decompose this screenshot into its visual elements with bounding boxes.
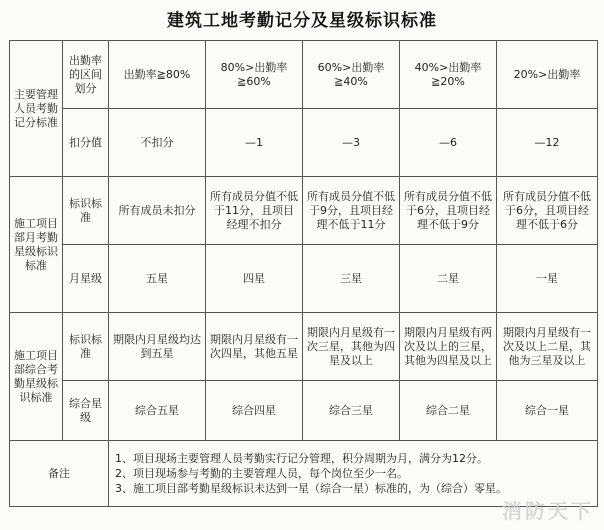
note-line: 1、项目现场主要管理人员考勤实行记分管理，积分周期为月，满分为12分。 — [115, 452, 488, 465]
star-cell: 综合一星 — [497, 381, 598, 441]
criteria-cell: 期限内月星级有一次三星，其他为四星及以上 — [303, 313, 400, 381]
section2-category: 施工项目部月考勤星级标识标准 — [10, 177, 63, 313]
criteria-cell: 期限内月星级有一次及以上二星，其他为三星及以上 — [497, 313, 598, 381]
row-label: 综合星级 — [63, 381, 109, 441]
section1-category: 主要管理人员考勤记分标准 — [10, 41, 63, 177]
attendance-standard-table — [9, 40, 598, 507]
star-cell: 综合四星 — [206, 381, 303, 441]
star-cell: 五星 — [109, 245, 206, 313]
criteria-cell: 所有成员分值不低于9分，且项目经理不低于11分 — [303, 177, 400, 245]
row-label: 月星级 — [63, 245, 109, 313]
star-cell: 一星 — [497, 245, 598, 313]
criteria-cell: 所有成员分值不低于6分，且项目经理不低于6分 — [497, 177, 598, 245]
star-cell: 三星 — [303, 245, 400, 313]
range-cell: 60%>出勤率≧40% — [303, 41, 400, 109]
section3-category: 施工项目部综合考勤星级标识标准 — [10, 313, 63, 441]
range-cell: 80%>出勤率≧60% — [206, 41, 303, 109]
table-row — [10, 313, 598, 381]
row-label: 标识标准 — [63, 177, 109, 245]
criteria-cell: 期限内月星级有两次及以上的三星，其他为四星及以上 — [400, 313, 497, 381]
watermark: 消防天下 — [502, 499, 594, 523]
criteria-cell: 所有成员分值不低于11分，且项目经理不扣分 — [206, 177, 303, 245]
page-title: 建筑工地考勤记分及星级标识标准 — [167, 11, 437, 31]
notes-label: 备注 — [10, 441, 109, 507]
star-cell: 综合五星 — [109, 381, 206, 441]
range-cell: 出勤率≧80% — [109, 41, 206, 109]
table-row — [10, 177, 598, 245]
star-cell: 四星 — [206, 245, 303, 313]
range-cell: 20%>出勤率 — [497, 41, 598, 109]
star-cell: 综合三星 — [303, 381, 400, 441]
star-cell: 二星 — [400, 245, 497, 313]
deduction-cell: 不扣分 — [109, 109, 206, 177]
note-line: 2、项目现场参与考勤的主要管理人员，每个岗位至少一名。 — [115, 467, 408, 480]
deduction-cell: —3 — [303, 109, 400, 177]
criteria-cell: 期限内月星级均达到五星 — [109, 313, 206, 381]
table-row — [10, 381, 598, 441]
table-row — [10, 109, 598, 177]
row-label: 出勤率的区间划分 — [63, 41, 109, 109]
row-label: 扣分值 — [63, 109, 109, 177]
note-line: 3、施工项目部考勤星级标识未达到一星（综合一星）标准的，为（综合）零星。 — [115, 482, 507, 495]
deduction-cell: —1 — [206, 109, 303, 177]
deduction-cell: —6 — [400, 109, 497, 177]
criteria-cell: 所有成员分值不低于6分，且项目经理不低于9分 — [400, 177, 497, 245]
criteria-cell: 期限内月星级有一次四星，其他五星 — [206, 313, 303, 381]
range-cell: 40%>出勤率≧20% — [400, 41, 497, 109]
criteria-cell: 所有成员未扣分 — [109, 177, 206, 245]
table-row — [10, 245, 598, 313]
table-row — [10, 41, 598, 109]
row-label: 标识标准 — [63, 313, 109, 381]
star-cell: 综合二星 — [400, 381, 497, 441]
deduction-cell: —12 — [497, 109, 598, 177]
